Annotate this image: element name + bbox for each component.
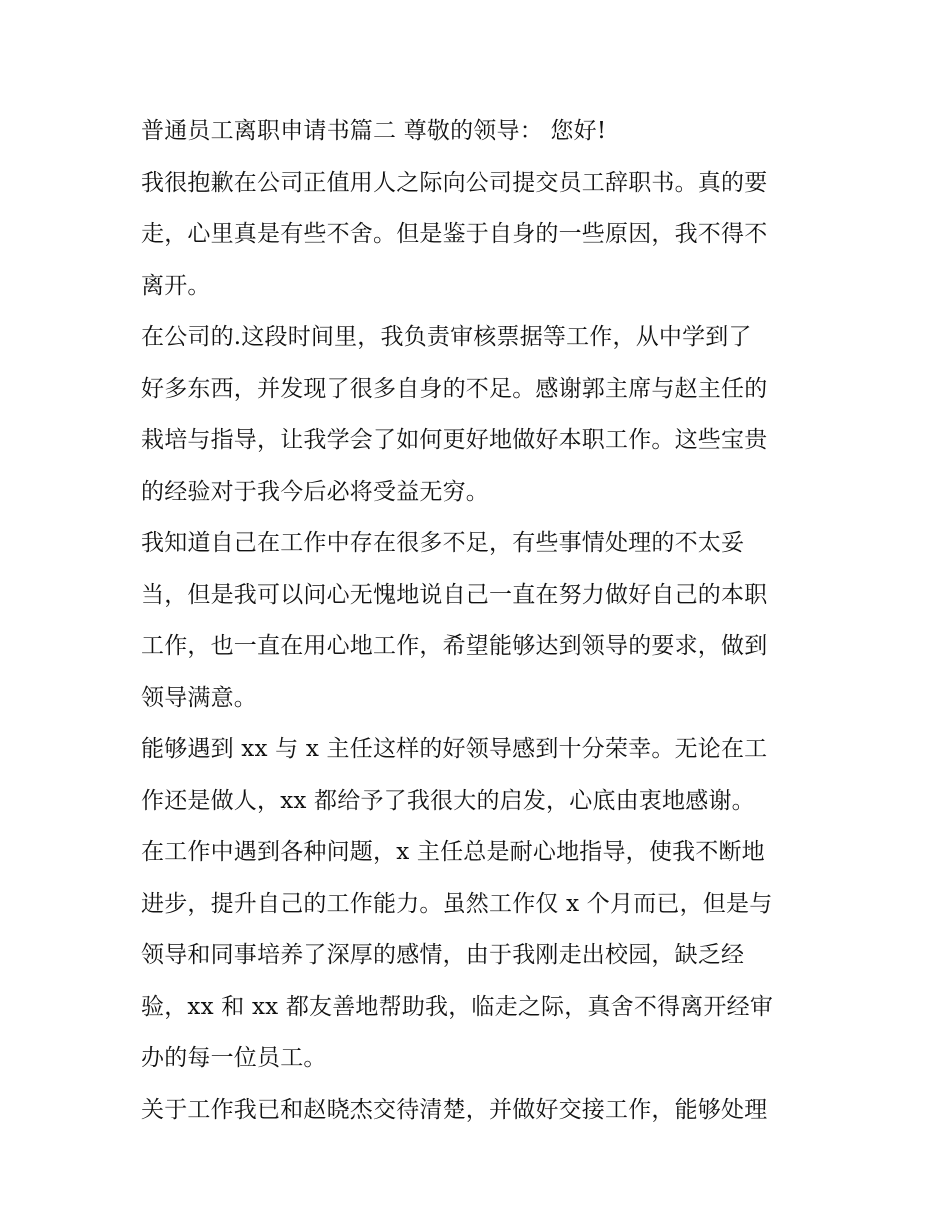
text-line: 好多东西，并发现了很多自身的不足。感谢郭主席与赵主任的 xyxy=(141,375,768,402)
text-line: 领导满意。 xyxy=(141,684,257,711)
text-line: 栽培与指导，让我学会了如何更好地做好本职工作。这些宝贵 xyxy=(141,427,768,453)
text-line: 普通员工离职申请书篇二 尊敬的领导： 您好! xyxy=(141,118,607,144)
text-line: 在公司的.这段时间里，我负责审核票据等工作，从中学到了 xyxy=(141,324,752,350)
text-line: 我很抱歉在公司正值用人之际向公司提交员工辞职书。真的要 xyxy=(141,169,768,196)
text-line: 关于工作我已和赵晓杰交待清楚，并做好交接工作，能够处理 xyxy=(141,1096,768,1123)
text-line: 在工作中遇到各种问题，x 主任总是耐心地指导，使我不断地 xyxy=(141,839,765,865)
text-line: 验，xx 和 xx 都友善地帮助我，临走之际，真舍不得离开经审 xyxy=(141,993,774,1020)
text-line: 办的每一位员工。 xyxy=(141,1045,327,1071)
text-line: 工作，也一直在用心地工作，希望能够达到领导的要求，做到 xyxy=(141,633,768,659)
text-line: 能够遇到 xx 与 x 主任这样的好领导感到十分荣幸。无论在工 xyxy=(141,736,768,762)
text-line: 我知道自己在工作中存在很多不足，有些事情处理的不太妥 xyxy=(141,530,745,556)
text-line: 的经验对于我今后必将受益无穷。 xyxy=(141,478,489,505)
text-line: 当，但是我可以问心无愧地说自己一直在努力做好自己的本职 xyxy=(141,581,768,608)
text-line: 离开。 xyxy=(141,272,211,299)
document-body xyxy=(141,106,813,1136)
text-line: 走，心里真是有些不舍。但是鉴于自身的一些原因，我不得不 xyxy=(141,221,768,247)
text-line: 领导和同事培养了深厚的感情，由于我刚走出校园，缺乏经 xyxy=(141,942,745,968)
text-line: 进步，提升自己的工作能力。虽然工作仅 x 个月而已，但是与 xyxy=(141,890,773,917)
text-line: 作还是做人，xx 都给予了我很大的启发，心底由衷地感谢。 xyxy=(141,787,755,814)
